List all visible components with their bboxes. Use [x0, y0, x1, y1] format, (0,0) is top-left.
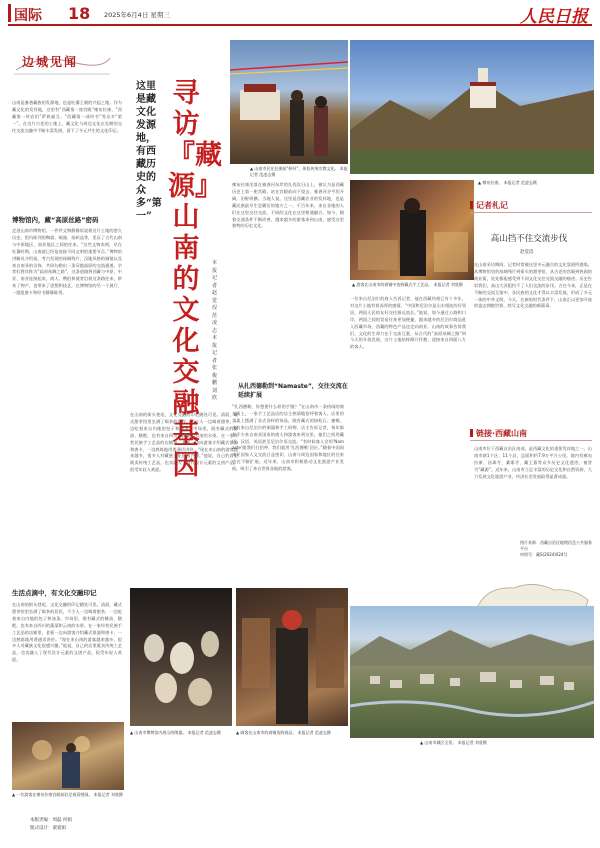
subhead-namaste: 从扎西德勒到“Namaste”，交往交流在延续扩展: [238, 383, 348, 399]
footer-design: 版式设计：蒙爱娟: [30, 826, 66, 831]
photo-city-panorama: [350, 606, 594, 738]
headline-main: 寻访『藏源』山南的文化交融基因: [168, 78, 222, 481]
issue-date: 2025年6月4日 星期三: [104, 11, 170, 19]
link-rule: [470, 440, 592, 441]
pilgrims-illustration-icon: [230, 40, 348, 164]
pottery-illustration-icon: [130, 588, 232, 726]
headline-deck: 这里是藏文化发源地，有西藏历史的众多“第一”: [136, 81, 162, 222]
subhead-museum: 博物馆内，藏“高原丝路”密码: [12, 216, 99, 224]
photo-monastery-pilgrims: [230, 40, 348, 164]
masthead: [8, 4, 592, 26]
editorial-label: 记者札记: [470, 200, 508, 211]
label-marker-icon: [470, 201, 473, 209]
article-column-1-lower: 在山南的街头巷尾，文化交融的印记随处可见。清晨，藏式甜茶馆里坐满了喝茶的居民，不少人一边喝着甜茶，一边吃着来自内地的包子和油条。市场里，既有藏式的酥油、糌粑，也有来自四川的蔬菜和云南的水果。在一家经营民族手工艺品的店铺里，老板一边向游客介绍藏式银器和唐卡，一边熟练地用普通话讲价。“现在来山南的游客越来越多，很多人对藏族文化很感兴趣。”他说，自己的店里既卖传统工艺品，也卖融入了现代设计元素的文创产品，很受年轻人欢迎。: [12, 602, 122, 663]
map-title: 图片来源：西藏自治区地理信息公共服务平台: [520, 540, 592, 551]
map-number: 审图号：藏S(2024)024号: [520, 552, 568, 557]
caption-pilgrims: ▲ 山南市民在拉康前“转经”，体验传统宗教文化。 本报记者 范凌志摄: [250, 166, 348, 177]
caption-yumbulagang: ▲ 雍布拉康。 本报记者 范凌志摄: [478, 180, 537, 185]
mural-illustration-icon: [12, 722, 124, 790]
caption-shop-customer: ▲ 顾客在山南市的商铺选购商品。 本报记者 范凌志摄: [236, 730, 331, 735]
editorial-title: 高山挡不住交流步伐: [490, 234, 568, 244]
subhead-daily-life: 生活点滴中，有文化交融印记: [12, 589, 97, 597]
caption-city-panorama: ▲ 山南市城区全景。 本报记者 刘欣摄: [420, 740, 487, 745]
article-column-3-body: 雍布拉康坐落在雅砻河东岸的扎西次日山上，被认为是西藏历史上第一座宫殿。站在宫殿前向下望去，雅砻河谷平坦开阔，田野纵横。当地人说，这里是西藏农业的发祥地，也是藏民族最早生息繁衍的地方之一。千百年来，来自各地的人们在这里交往交流，不同的文化在这里相遇融合。如今，随着交通条件不断改善，越来越多的游客来到山南，感受这里独特的历史文化。: [232, 182, 344, 229]
column-label-badge: [12, 50, 112, 76]
editorial-rule: [470, 212, 592, 213]
cityscape-illustration-icon: [350, 606, 594, 738]
editorial-author: 赵觉珵: [520, 250, 534, 255]
vendor-illustration-icon: [350, 180, 474, 280]
link-label: 链接·西藏山南: [470, 428, 527, 439]
photo-yumbulagang: [350, 40, 594, 174]
caption-shop-vendor: ▲ 游客在山南市的商铺中选购藏式手工艺品。 本报记者 刘欣摄: [352, 282, 463, 287]
editorial-body: 在山南采访期间，记者时常被这里多元融合的文化氛围所感染。从博物馆里的丝绸残片到街头的甜茶馆，从古老的宫殿到热闹的商业街，处处都能感受到不同文化交往交流交融的痕迹。历史告诉我们，高山大河阻挡不了人们交流的步伐。古往今来，正是在不断的交流互鉴中，各民族的文化才得以丰富发展，形成了多元一体的中华文明。今天，在新的时代条件下，山南正以更加开放的姿态拥抱世界，续写文化交融的新篇章。: [474, 262, 592, 309]
article-column-1-intro: 山南是雅砻藏族的发源地，也是吐蕃王朝的兴起之地。作为藏文化的发祥地，这里有“西藏第一座宫殿”雍布拉康、“西藏第一块农田”萨热索当、“西藏第一部经书”等众多“第一”。在这片古老的土地上，藏文化与周边文化在长期的交往交流交融中不断丰富发展，留下了多元共生的文化印记。: [12, 100, 122, 133]
photo-museum-pottery: [130, 588, 232, 726]
customer-illustration-icon: [236, 588, 348, 726]
article-column-4-body: “扎西德勒，你想要什么样的手链？”在山南市一条热闹的商业街上，一家手工艺品店的店主热情地招呼着客人。店里的货架上摆满了各式各样的饰品，既有藏式的绿松石、蜜蜡，也有来自尼泊尔的铜器和手工织物。店主告诉记者，每年都有不少来自南亚国家的商人和游客来到这里，他们之间用藏语、汉语、英语甚至尼泊尔语交流。“有时候客人会用‘Namaste’跟我们打招呼，我们就用‘扎西德勒’回应。”随着中国同南亚国家人文交流日益密切，山南与周边国家和地区的往来也在不断扩展。近年来，山南市积极推动文化旅游产业发展，吸引了来自世界各地的游客。: [232, 404, 344, 472]
label-marker-icon: [470, 429, 473, 437]
article-column-1-body: 走进山南市博物馆，一件件文物静静诉说着这片土地的悠久历史。馆内陈列的陶器、铜器、丝织品等，见证了古代山南与中原地区、南亚地区之间的往来。“这些文物表明，早在吐蕃时期，山南就已经是连接不同文明的重要节点。”博物馆讲解员介绍说，考古发现的丝绸残片、汉地风格的铜镜以及来自南亚的贝饰，共同勾勒出一条穿越高原的交流通道。学者们将其称为“高原丝绸之路”，这条道路将西藏与中原、中亚、南亚连接起来，商人、僧侣和使者沿着这条路往来，带来了物产，也带来了思想和技艺。在博物馆的另一个展厅，一组组唐卡和经书静静陈列。: [12, 228, 122, 296]
article-column-2-body: 在山南的街头巷尾，文化交融的印记随处可见。清晨，藏式甜茶馆里坐满了喝茶的居民，不少人一边喝着甜茶，一边吃着来自内地的包子和油条。市场里，既有藏式的酥油、糌粑，也有来自四川的蔬菜和云南的水果。在一家经营民族手工艺品的店铺里，老板一边向游客介绍藏式银器和唐卡，一边熟练地用普通话讲价。“现在来山南的游客越来越多，很多人对藏族文化很感兴趣。”他说，自己的店里既卖传统工艺品，也卖融入了现代设计元素的文创产品，很受年轻人欢迎。: [130, 412, 238, 473]
caption-tourist-mural: ▲ 一位游客在雍布拉康宫殿前驻足观看壁画。 本报记者 刘欣摄: [12, 792, 123, 797]
newspaper-logo: 人民日报: [520, 7, 588, 27]
palace-illustration-icon: [350, 40, 594, 174]
photo-shop-vendor: [350, 180, 474, 280]
photo-tourist-mural: [12, 722, 124, 790]
page-number: 18: [68, 4, 91, 23]
column-label: 边城见闻: [22, 55, 79, 69]
footer-editor: 本版责编：周磊 何娟: [30, 818, 72, 823]
article-column-5-body: 一位来自尼泊尔的商人告诉记者，他在西藏经商已有十多年，对这片土地有着深厚的感情。“中国和尼泊尔是山水相连的好邻居，两国人民的友好交往源远流长。”他说，如今通过公路和口岸，两国之间的贸易往来更加便捷，越来越多的尼泊尔商品进入西藏市场，西藏的特色产品也走向南亚。山南的故事告诉我们，文化的生命力在于交流互鉴。从古代的“高原丝绸之路”到今天的开放发展，这片土地始终敞开怀抱，迎接来自四面八方的客人。: [350, 296, 466, 350]
section-name: 国际: [14, 8, 42, 24]
link-body: 山南市位于西藏自治区南部，是西藏文化的重要发祥地之一。山南市辖1个区、11个县，总面积约7.9万平方公里。境内有雍布拉康、昌珠寺、桑耶寺、藏王墓等众多历史文化遗迹，被誉为“藏源”。近年来，山南市立足丰富的历史文化和自然资源，大力发展文化旅游产业，经济社会发展取得显著成就。: [474, 446, 592, 479]
photo-shop-customer: [236, 588, 348, 726]
byline: 本报记者 赵觉珵 范凌志 本报记者 张俊鹏 刘欣: [212, 260, 218, 401]
caption-museum-pottery: ▲ 山南市博物馆内展示的陶器。 本报记者 范凌志摄: [130, 730, 221, 735]
